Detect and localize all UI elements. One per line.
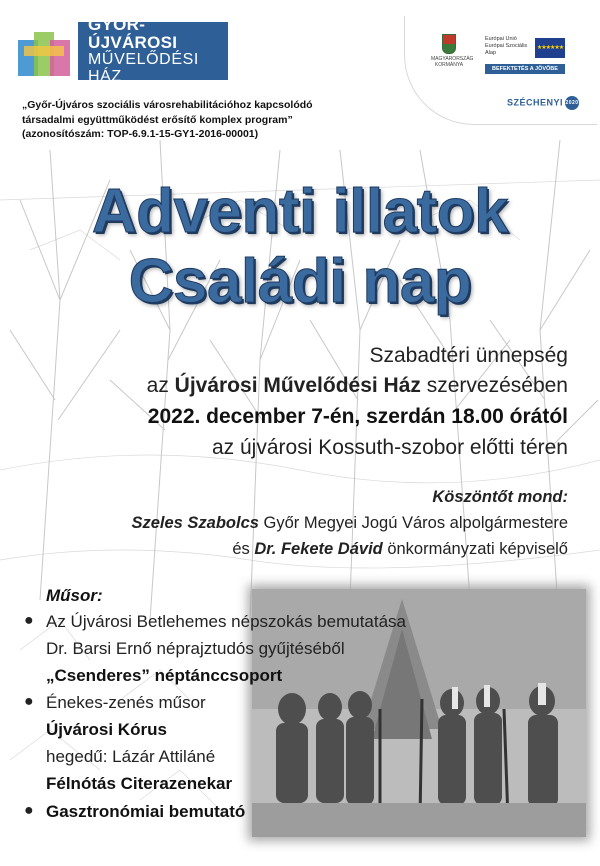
speaker2-name: Dr. Fekete Dávid — [254, 540, 383, 558]
bullet-icon: ● — [24, 802, 34, 819]
program-identifier — [22, 98, 382, 142]
programme-item1-line2: Dr. Barsi Ernő néprajztudós gyűjtéséből — [46, 639, 345, 658]
event-title-line2: Családi nap — [128, 247, 472, 316]
bullet-icon: ● — [24, 612, 34, 629]
szechenyi-2020-logo — [507, 96, 579, 110]
eu-text-line1: Európai Unió — [485, 36, 517, 42]
szechenyi-label: SZÉCHENYI — [507, 97, 564, 108]
logo-house-icon — [10, 22, 78, 80]
program-info-line3: (azonosítószám: TOP-6.9.1-15-GY1-2016-00001) — [22, 128, 259, 140]
eu-funding-banner — [404, 16, 597, 125]
program-info-line2: társadalmi együttműködést erősítő komplex program” — [22, 113, 293, 126]
eu-text-line2: Európai Szociális — [485, 43, 528, 49]
event-organizer — [147, 374, 568, 398]
organizer-pre: az — [146, 374, 175, 397]
programme-item1-group: „Csenderes” néptánccsoport — [46, 666, 283, 685]
speaker1-name: Szeles Szabolcs — [131, 514, 259, 532]
greeting-heading: Köszöntőt mond: — [432, 488, 568, 506]
eu-flag-icon — [535, 38, 565, 58]
event-datetime: 2022. december 7-én, szerdán 18.00 órától — [147, 405, 568, 428]
eu-flag-stars: ★★★★★★ — [536, 45, 564, 51]
programme-heading: Műsor: — [46, 586, 103, 605]
programme-item2-group2: Félnótás Citerazenekar — [46, 774, 233, 793]
eu-text-line3: Alap — [485, 50, 497, 56]
event-location: az újvárosi Kossuth-szobor előtti téren — [211, 436, 568, 459]
event-title-line1: Adventi illatok — [91, 177, 509, 246]
speaker1-role: Győr Megyei Jogú Város alpolgármestere — [258, 514, 568, 532]
programme-item2-line3: hegedű: Lázár Attiláné — [46, 747, 216, 766]
organizer-post: szervezésében — [420, 374, 568, 397]
gov-label: MAGYARORSZÁG KORMÁNYA — [431, 56, 474, 68]
invest-label: BEFEKTETÉS A JÖVŐBE — [485, 64, 565, 74]
programme-item3: Gasztronómiai bemutató — [46, 802, 246, 821]
coat-of-arms-icon — [442, 34, 456, 54]
greeting-speaker2 — [232, 540, 568, 559]
programme-item2-group: Újvárosi Kórus — [46, 720, 167, 739]
programme-item1-line1: Az Újvárosi Betlehemes népszokás bemutatása — [46, 612, 407, 631]
programme-item2-line1: Énekes-zenés műsor — [46, 693, 206, 712]
greeting-speaker1 — [131, 514, 568, 533]
gyor-ujvarosi-logo — [10, 15, 228, 85]
speaker2-pre: és — [232, 540, 255, 558]
organizer-name: Újvárosi Művelődési Ház — [174, 374, 421, 397]
bullet-icon: ● — [24, 693, 34, 710]
logo-name-line2: MŰVELŐDÉSI HÁZ — [88, 51, 199, 85]
szechenyi-year-badge: 2020 — [565, 96, 579, 110]
eu-fund-text — [485, 36, 527, 57]
event-type: Szabadtéri ünnepség — [369, 344, 568, 367]
logo-name-line1: GYŐR-ÚJVÁROSI — [88, 15, 178, 53]
speaker2-role: önkormányzati képviselő — [382, 540, 568, 558]
hungarian-government-logo — [431, 34, 474, 68]
program-info-line1: „Győr-Újváros szociális városrehabilitációhoz kapcsolódó — [22, 99, 313, 111]
